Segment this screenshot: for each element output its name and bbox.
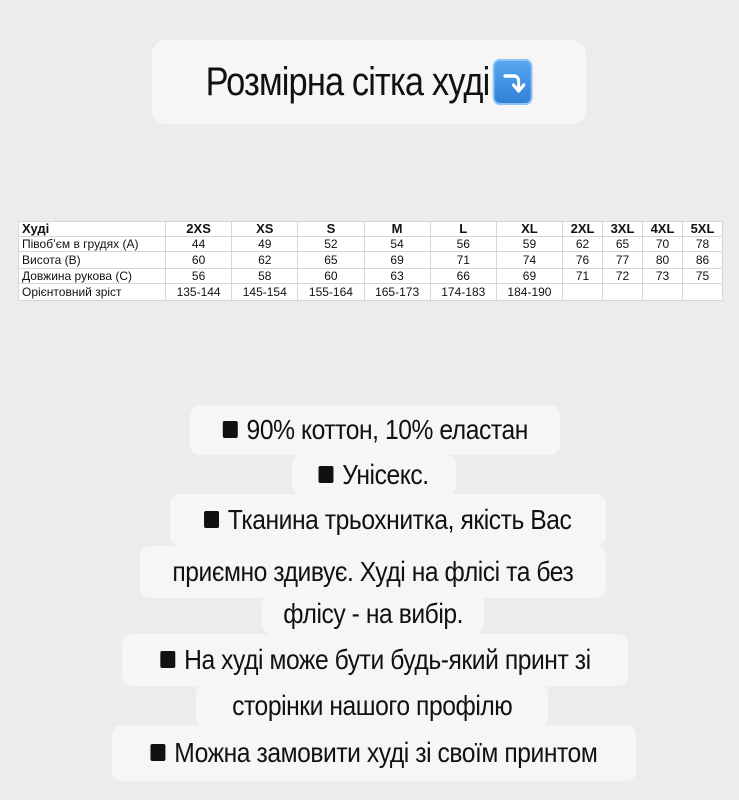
table-header-cell: 3XL (603, 222, 643, 237)
table-cell (643, 284, 683, 301)
custom-print-text: Можна замовити худі зі своїм принтом (174, 737, 598, 768)
table-row-label: Довжина рукова (С) (19, 269, 166, 284)
table-cell: 60 (298, 269, 364, 284)
quality-bullet-line3 (262, 594, 484, 634)
table-row (19, 237, 723, 252)
table-cell: 71 (563, 269, 603, 284)
print-bullet-line2 (196, 684, 548, 728)
quality-bullet-line2 (140, 546, 606, 598)
table-cell: 44 (166, 237, 232, 252)
table-header-cell: Худі (19, 222, 166, 237)
table-cell: 65 (603, 237, 643, 252)
table-header-cell: 2XS (166, 222, 232, 237)
table-cell: 184-190 (496, 284, 562, 301)
quality-text-line3: флісу - на вибір. (283, 598, 463, 629)
custom-print-bullet (112, 725, 636, 781)
size-chart-table (18, 221, 723, 301)
table-row-label: Орієнтовний зріст (19, 284, 166, 301)
fabric-bullet (190, 405, 560, 455)
table-cell: 72 (603, 269, 643, 284)
table-cell: 77 (603, 252, 643, 269)
table-cell: 80 (643, 252, 683, 269)
square-bullet-icon (151, 744, 166, 761)
table-cell: 63 (364, 269, 430, 284)
table-cell: 70 (643, 237, 683, 252)
quality-text-line2: приємно здивує. Худі на флісі та без (172, 556, 574, 587)
title-banner (152, 40, 586, 124)
table-cell: 69 (496, 269, 562, 284)
table-cell: 73 (643, 269, 683, 284)
table-cell: 74 (496, 252, 562, 269)
table-cell: 76 (563, 252, 603, 269)
table-cell: 58 (232, 269, 298, 284)
table-cell (563, 284, 603, 301)
table-header-row (19, 222, 723, 237)
table-cell: 65 (298, 252, 364, 269)
table-row-label: Півобʼєм в грудях (А) (19, 237, 166, 252)
square-bullet-icon (222, 421, 237, 438)
print-text-line1: На худі може бути будь-який принт зі (183, 644, 591, 675)
unisex-text: Унісекс. (342, 459, 430, 490)
table-cell: 75 (682, 269, 722, 284)
table-cell: 135-144 (166, 284, 232, 301)
table-header-cell: XL (496, 222, 562, 237)
unisex-bullet (292, 455, 456, 495)
arrow-down-right-icon (493, 59, 533, 105)
table-cell: 69 (364, 252, 430, 269)
table-cell: 59 (496, 237, 562, 252)
table-row-label: Висота (В) (19, 252, 166, 269)
fabric-text: 90% коттон, 10% еластан (246, 414, 528, 445)
table-cell: 71 (430, 252, 496, 269)
table-header-cell: M (364, 222, 430, 237)
table-cell: 49 (232, 237, 298, 252)
table-cell: 60 (166, 252, 232, 269)
page-title-text: Розмірна сітка худі (205, 59, 490, 104)
table-cell (682, 284, 722, 301)
table-header-cell: 2XL (563, 222, 603, 237)
table-cell: 66 (430, 269, 496, 284)
table-header-cell: 5XL (682, 222, 722, 237)
print-text-line2: сторінки нашого профілю (231, 690, 513, 721)
table-cell: 52 (298, 237, 364, 252)
table-row (19, 252, 723, 269)
square-bullet-icon (204, 511, 219, 528)
table-header-cell: XS (232, 222, 298, 237)
table-row (19, 284, 723, 301)
square-bullet-icon (160, 651, 175, 668)
table-cell: 145-154 (232, 284, 298, 301)
square-bullet-icon (319, 466, 334, 483)
table-cell: 86 (682, 252, 722, 269)
table-cell: 62 (563, 237, 603, 252)
table-cell: 56 (166, 269, 232, 284)
table-header-cell: S (298, 222, 364, 237)
table-header-cell: 4XL (643, 222, 683, 237)
table-row (19, 269, 723, 284)
table-cell: 165-173 (364, 284, 430, 301)
table-cell: 78 (682, 237, 722, 252)
quality-bullet-line1 (170, 494, 606, 546)
table-cell: 56 (430, 237, 496, 252)
print-bullet-line1 (122, 634, 628, 686)
quality-text-line1: Тканина трьохнитка, якість Вас (228, 504, 572, 535)
table-cell: 54 (364, 237, 430, 252)
table-header-cell: L (430, 222, 496, 237)
table-cell: 174-183 (430, 284, 496, 301)
table-cell: 62 (232, 252, 298, 269)
page-title (206, 59, 533, 105)
table-cell (603, 284, 643, 301)
table-cell: 155-164 (298, 284, 364, 301)
